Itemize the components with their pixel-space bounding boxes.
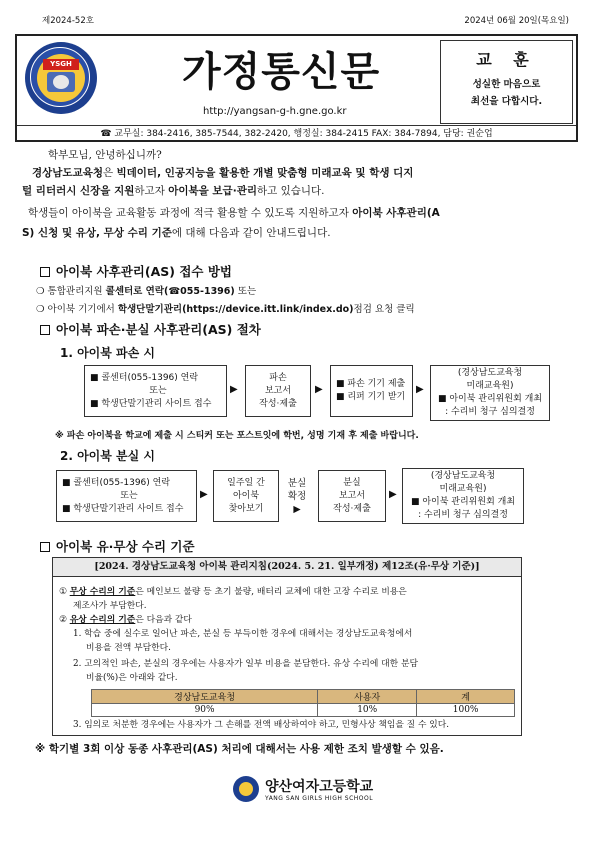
school-footer xyxy=(233,774,403,808)
issue-date: 2024년 06월 20일(목요일) xyxy=(464,16,569,26)
rule-2-1: 1. 학습 중에 실수로 일어난 파손, 분실 등 부득이한 경우에 대해서는 경상남도교육청에서 xyxy=(73,629,413,639)
intro-line-1: 경상남도교육청은 빅데이터, 인공지능을 활용한 개별 맞춤형 미래교육 및 학생 디지 xyxy=(32,167,414,179)
contact-info: ☎ 교무실: 384-2416, 385-7544, 382-2420, 행정실: 384-2415 FAX: 384-7894, 담당: 권순업 xyxy=(17,125,576,141)
damage-step-1: ■ 콜센터(055-1396) 연락 또는 ■ 학생단말기관리 사이트 접수 xyxy=(84,365,227,417)
loss-step-4: (경상남도교육청 미래교육원) ■ 아이북 관리위원회 개최 : 수리비 청구 심의결정 xyxy=(402,468,524,524)
arrow-icon: ▶ xyxy=(293,503,301,515)
newsletter-title: 가정통신문 xyxy=(182,49,381,95)
rule-1-cont: 제조사가 부담한다. xyxy=(73,601,147,611)
loss-confirm: 분실 확정 ▶ xyxy=(283,470,311,522)
logo-text: YSGH xyxy=(43,59,79,70)
circle-bullet-icon: ❍ xyxy=(36,304,48,315)
loss-step-3: 분실 보고서 작성·제출 xyxy=(318,470,386,522)
intro-line-4: S) 신청 및 유상, 무상 수리 기준에 대해 다음과 같이 안내드립니다. xyxy=(22,227,331,239)
loss-step-2: 일주일 간 아이북 찾아보기 xyxy=(213,470,279,522)
arrow-icon: ▶ xyxy=(389,489,397,500)
motto-line-1: 성실한 마음으로 xyxy=(472,79,541,90)
repair-rules-box xyxy=(52,557,522,736)
rules-heading: [2024. 경상남도교육청 아이북 관리지침(2024. 5. 21. 일부개정) 제12조(유·무상 기준)] xyxy=(53,558,521,577)
school-logo xyxy=(25,42,97,114)
rule-2-3: 3. 임의로 처분한 경우에는 사용자가 그 손해를 전액 배상하여야 하고, 민형사상 책임을 질 수 있다. xyxy=(73,720,450,730)
rule-2-2: 2. 고의적인 파손, 분실의 경우에는 사용자가 일부 비용을 분담한다. 유상 수리에 대한 분담 xyxy=(73,659,418,669)
newsletter-header xyxy=(15,34,578,142)
greeting: 학부모님, 안녕하십니까? xyxy=(48,149,162,161)
section-marker-icon xyxy=(40,267,50,277)
school-logo-small xyxy=(233,776,259,802)
arrow-icon: ▶ xyxy=(315,384,323,395)
damage-step-4: (경상남도교육청 미래교육원) ■ 아이북 관리위원회 개최 : 수리비 청구 심의결정 xyxy=(430,365,550,421)
section-repair-criteria: 아이북 유·무상 수리 기준 xyxy=(40,537,195,555)
issue-number: 제2024-52호 xyxy=(42,16,94,26)
usage-restriction-note: ※ 학기별 3회 이상 동종 사후관리(AS) 처리에 대해서는 사용 제한 조치 발생할 수 있음. xyxy=(35,743,444,755)
arrow-icon: ▶ xyxy=(200,489,208,500)
table-row: 90% 10% 100% xyxy=(92,704,515,717)
loss-subtitle: 2. 아이북 분실 시 xyxy=(60,449,155,463)
rule-1: ① 무상 수리의 기준은 메인보드 불량 등 초기 불량, 배터리 교체에 대한 고장 수리로 비용은 xyxy=(59,587,407,597)
loss-step-1: ■ 콜센터(055-1396) 연락 또는 ■ 학생단말기관리 사이트 접수 xyxy=(56,470,197,522)
section-marker-icon xyxy=(40,325,50,335)
section-as-reception: 아이북 사후관리(AS) 접수 방법 xyxy=(40,262,232,280)
school-url[interactable]: http://yangsan-g-h.gne.go.kr xyxy=(203,106,347,117)
damage-step-2: 파손 보고서 작성·제출 xyxy=(245,365,311,417)
arrow-icon: ▶ xyxy=(230,384,238,395)
circle-bullet-icon: ❍ xyxy=(36,286,48,297)
reception-item-device: ❍ 아이북 기기에서 학생단말기관리(https://device.itt.link/index.do)점검 요청 클릭 xyxy=(36,304,415,315)
reception-item-callcenter: ❍ 통합관리지원 콜센터로 연락(☎055-1396) 또는 xyxy=(36,286,257,297)
damage-subtitle: 1. 아이북 파손 시 xyxy=(60,346,155,360)
damage-step-3: ■ 파손 기기 제출 ■ 리퍼 기기 받기 xyxy=(330,365,413,417)
intro-line-3: 학생들이 아이북을 교육활동 과정에 적극 활용할 수 있도록 지원하고자 아이북 사후관리(A xyxy=(28,207,440,219)
school-name: 양산여자고등학교 xyxy=(265,779,374,795)
rule-2-1-cont: 비용을 전액 부담한다. xyxy=(86,643,171,653)
intro-line-2: 털 리터러시 신장을 지원하고자 아이북을 보급·관리하고 있습니다. xyxy=(22,185,325,197)
section-as-procedure: 아이북 파손·분실 사후관리(AS) 절차 xyxy=(40,320,261,338)
motto-line-2: 최선을 다합시다. xyxy=(470,96,543,107)
rule-2-2-cont: 비율(%)은 아래와 같다. xyxy=(86,673,178,683)
motto-title: 교 훈 xyxy=(476,50,537,69)
table-header-row: 경상남도교육청 사용자 계 xyxy=(92,690,515,704)
rule-2: ② 유상 수리의 기준은 다음과 같다 xyxy=(59,615,192,625)
school-name-en: YANG SAN GIRLS HIGH SCHOOL xyxy=(265,795,374,802)
school-motto xyxy=(440,40,573,124)
section-marker-icon xyxy=(40,542,50,552)
cost-share-table xyxy=(91,689,515,717)
damage-note: ※ 파손 아이북을 학교에 제출 시 스티커 또는 포스트잇에 학번, 성명 기재 후 제출 바랍니다. xyxy=(55,431,419,441)
arrow-icon: ▶ xyxy=(416,384,424,395)
